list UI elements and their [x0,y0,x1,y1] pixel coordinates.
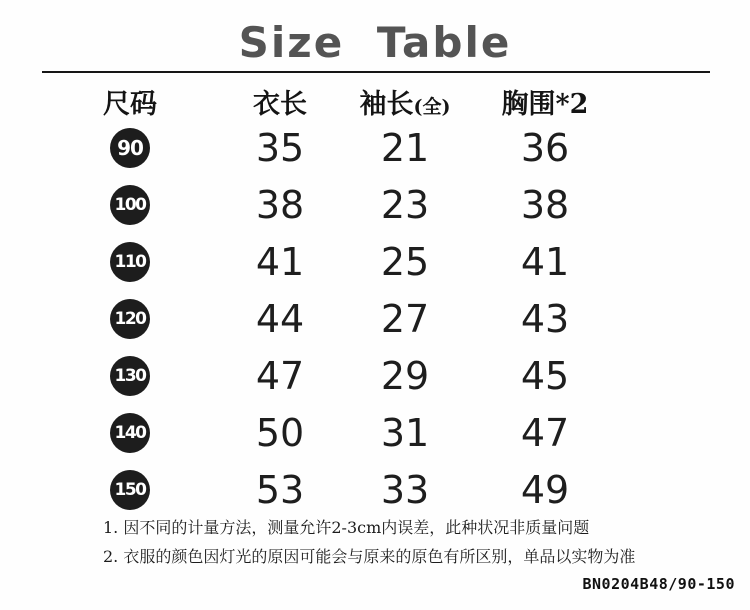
footnote-1: 1. 因不同的计量方法，测量允许2-3cm内误差，此种状况非质量问题 [103,518,590,537]
length-value: 38 [255,182,305,227]
footnotes [103,513,723,571]
chest-value: 49 [520,467,570,512]
product-code: BN0204B48/90-150 [582,575,735,593]
table-row [50,290,630,347]
length-value: 44 [255,296,305,341]
chest-value: 47 [520,410,570,455]
sleeve-value: 31 [380,410,430,455]
header-chest: 胸围*2 [501,89,589,120]
length-value: 50 [255,410,305,455]
sleeve-value: 29 [380,353,430,398]
table-row [50,461,630,518]
sleeve-value: 23 [380,182,430,227]
size-badge: 100 [110,185,150,225]
sleeve-value: 27 [380,296,430,341]
table-row [50,233,630,290]
sleeve-value: 33 [380,467,430,512]
length-value: 41 [255,239,305,284]
chest-value: 45 [520,353,570,398]
chest-value: 36 [520,125,570,170]
header-length: 衣长 [253,89,307,120]
header-size: 尺码 [103,89,157,120]
chest-value: 41 [520,239,570,284]
size-badge: 90 [110,128,150,168]
table-header-row [50,82,630,118]
page-title: Size Table [238,18,512,67]
header-sleeve: 袖长(全) [359,89,451,120]
size-badge: 110 [110,242,150,282]
size-badge: 120 [110,299,150,339]
sleeve-value: 21 [380,125,430,170]
table-row [50,347,630,404]
length-value: 53 [255,467,305,512]
length-value: 35 [255,125,305,170]
chest-value: 38 [520,182,570,227]
table-row [50,176,630,233]
size-badge: 140 [110,413,150,453]
length-value: 47 [255,353,305,398]
title-divider [42,71,710,73]
footnote-2: 2. 衣服的颜色因灯光的原因可能会与原来的原色有所区别，单品以实物为准 [103,547,636,566]
size-badge: 150 [110,470,150,510]
table-row [50,119,630,176]
table-body [0,119,750,518]
table-row [50,404,630,461]
sleeve-value: 25 [380,239,430,284]
chest-value: 43 [520,296,570,341]
size-badge: 130 [110,356,150,396]
